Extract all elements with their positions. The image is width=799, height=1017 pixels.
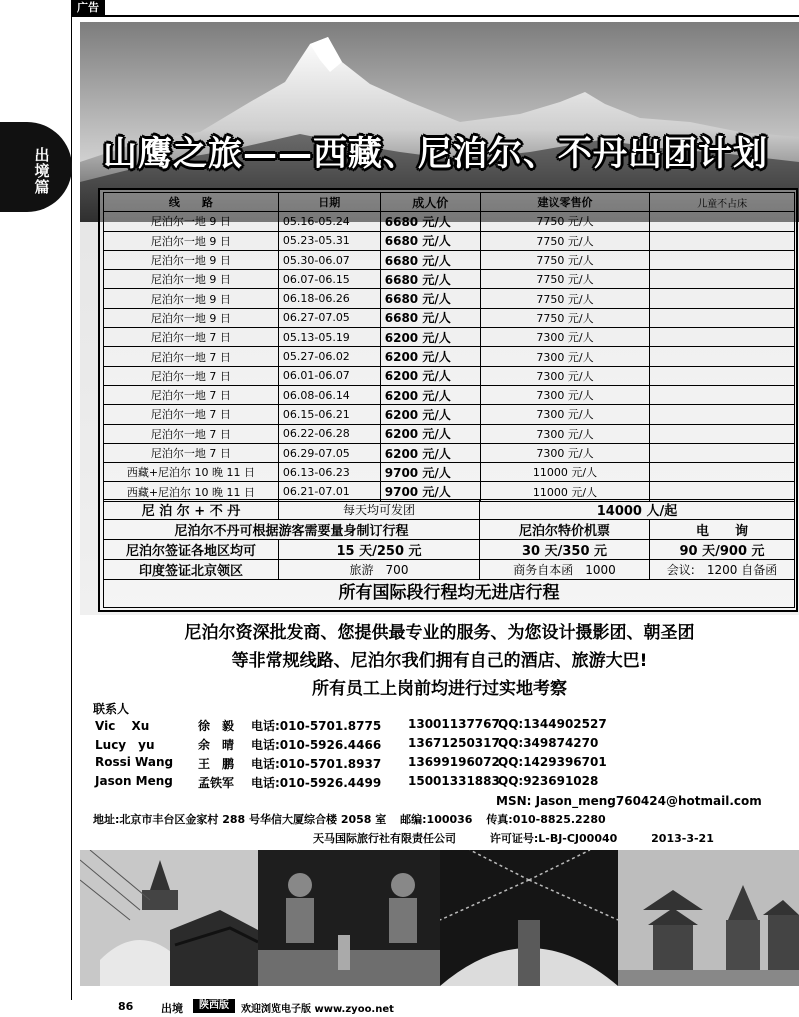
section-tab-char: 篇 — [34, 178, 50, 196]
child-price — [650, 405, 795, 424]
india-visa-business: 商务自本函 1000 — [480, 560, 650, 580]
route-name: 尼泊尔一地 9 日 — [104, 231, 279, 250]
contact-tel: 电话:010-5926.4499 — [251, 776, 382, 790]
retail-price: 7750 元/人 — [480, 231, 650, 250]
retail-price: 7750 元/人 — [480, 250, 650, 269]
call-inquiry: 电 询 — [650, 520, 795, 540]
header-retail-price: 建议零售价 — [480, 193, 650, 212]
header-date: 日期 — [278, 193, 380, 212]
route-name: 尼泊尔一地 7 日 — [104, 443, 279, 462]
retail-price: 7750 元/人 — [480, 289, 650, 308]
address: 地址:北京市丰台区金家村 288 号华信大厦综合楼 2058 室 — [93, 813, 387, 826]
table-row — [104, 231, 795, 250]
adult-price: 6200 元/人 — [380, 385, 480, 404]
route-name: 尼泊尔一地 7 日 — [104, 366, 279, 385]
contact-en: Lucy yu — [95, 738, 155, 752]
adult-price: 6200 元/人 — [380, 443, 480, 462]
route-date: 05.27-06.02 — [278, 347, 380, 366]
retail-price: 7300 元/人 — [480, 424, 650, 443]
license-number: 许可证号:L-BJ-CJ00040 — [489, 832, 618, 845]
contact-cn: 孟铁军 — [198, 776, 235, 790]
table-row — [104, 212, 795, 231]
route-name: 尼泊尔一地 9 日 — [104, 250, 279, 269]
route-date: 06.07-06.15 — [278, 270, 380, 289]
table-header-row — [104, 193, 795, 212]
adult-price: 6200 元/人 — [380, 424, 480, 443]
section-tab-char: 出 — [34, 146, 50, 164]
route-name: 尼泊尔一地 7 日 — [104, 328, 279, 347]
visa-15-days: 15 天/250 元 — [279, 540, 480, 560]
contact-mobile: 15001331883 — [408, 774, 500, 788]
address-line — [93, 811, 616, 827]
ad-tag: 广告 — [71, 0, 105, 15]
contact-tel: 电话:010-5701.8775 — [251, 719, 382, 733]
contact-mobile: 13001137767 — [408, 717, 500, 731]
company-line — [313, 830, 744, 846]
contact-cn: 王 鹏 — [198, 757, 235, 771]
promo-line: 尼泊尔资深批发商、您提供最专业的服务、为您设计摄影团、朝圣团 — [184, 623, 695, 643]
retail-price: 7750 元/人 — [480, 212, 650, 231]
route-name: 尼泊尔一地 7 日 — [104, 405, 279, 424]
route-date: 06.13-06.23 — [278, 463, 380, 482]
table-row — [104, 308, 795, 327]
route-name: 尼泊尔一地 9 日 — [104, 212, 279, 231]
table-row — [104, 443, 795, 462]
adult-price: 6680 元/人 — [380, 270, 480, 289]
route-date: 05.13-05.19 — [278, 328, 380, 347]
retail-price: 7300 元/人 — [480, 366, 650, 385]
promo-line: 等非常规线路、尼泊尔我们拥有自己的酒店、旅游大巴! — [231, 651, 648, 671]
retail-price: 11000 元/人 — [480, 482, 650, 501]
adult-price: 6680 元/人 — [380, 212, 480, 231]
route-date: 06.22-06.28 — [278, 424, 380, 443]
adult-price: 6680 元/人 — [380, 308, 480, 327]
website-link[interactable]: 欢迎浏览电子版 www.zyoo.net — [241, 1004, 394, 1015]
route-name: 尼泊尔一地 9 日 — [104, 270, 279, 289]
route-date: 06.08-06.14 — [278, 385, 380, 404]
retail-price: 7300 元/人 — [480, 347, 650, 366]
retail-price: 7300 元/人 — [480, 385, 650, 404]
table-row — [104, 463, 795, 482]
route-name: 西藏+尼泊尔 10 晚 11 日 — [104, 463, 279, 482]
child-price — [650, 289, 795, 308]
route-date: 05.16-05.24 — [278, 212, 380, 231]
route-name: 尼泊尔一地 9 日 — [104, 289, 279, 308]
visa-30-days: 30 天/350 元 — [480, 540, 650, 560]
bhutan-price: 14000 人/起 — [480, 500, 795, 520]
nepal-visa: 尼泊尔签证各地区均可 — [104, 540, 279, 560]
india-visa: 印度签证北京领区 — [104, 560, 279, 580]
poster-title: 山鹰之旅——西藏、尼泊尔、不丹出团计划 — [103, 134, 768, 174]
route-date: 05.30-06.07 — [278, 250, 380, 269]
top-rule — [71, 15, 799, 17]
child-price — [650, 250, 795, 269]
section-tab-char: 境 — [34, 162, 50, 180]
magazine-name: 出境 — [161, 1002, 183, 1015]
table-row — [104, 270, 795, 289]
contact-qq: QQ:923691028 — [498, 774, 599, 788]
child-price — [650, 308, 795, 327]
photo-temple-statues — [258, 850, 440, 986]
table-row — [104, 289, 795, 308]
table-row — [104, 424, 795, 443]
contact-header: 联系人 — [93, 702, 130, 716]
child-price — [650, 231, 795, 250]
india-visa-tourist: 旅游 700 — [279, 560, 480, 580]
adult-price: 6680 元/人 — [380, 250, 480, 269]
child-price — [650, 212, 795, 231]
contact-tel: 电话:010-5701.8937 — [251, 757, 382, 771]
retail-price: 11000 元/人 — [480, 463, 650, 482]
table-row — [104, 366, 795, 385]
visa-90-days: 90 天/900 元 — [650, 540, 795, 560]
route-date: 05.23-05.31 — [278, 231, 380, 250]
route-date: 06.27-07.05 — [278, 308, 380, 327]
header-child-no-bed: 儿童不占床 — [650, 193, 795, 212]
bhutan-departure: 每天均可发团 — [279, 500, 480, 520]
contact-qq: QQ:349874270 — [498, 736, 599, 750]
adult-price: 9700 元/人 — [380, 463, 480, 482]
route-name: 尼泊尔一地 7 日 — [104, 424, 279, 443]
route-date: 06.29-07.05 — [278, 443, 380, 462]
adult-price: 6680 元/人 — [380, 231, 480, 250]
company-name: 天马国际旅行社有限责任公司 — [313, 832, 456, 845]
photo-prayer-flags — [440, 850, 618, 986]
child-price — [650, 347, 795, 366]
promo-line: 所有员工上岗前均进行过实地考察 — [312, 679, 567, 699]
child-price — [650, 424, 795, 443]
contact-mobile: 13699196072 — [408, 755, 500, 769]
adult-price: 6200 元/人 — [380, 405, 480, 424]
contact-mobile: 13671250317 — [408, 736, 500, 750]
retail-price: 7750 元/人 — [480, 308, 650, 327]
contact-cn: 徐 毅 — [198, 719, 235, 733]
retail-price: 7300 元/人 — [480, 443, 650, 462]
contact-qq: QQ:1344902527 — [498, 717, 607, 731]
route-date: 06.21-07.01 — [278, 482, 380, 501]
photo-stupa — [80, 850, 258, 986]
contact-en: Vic Xu — [95, 719, 150, 733]
contact-en: Rossi Wang — [95, 755, 174, 769]
edition-badge: 陕西版 — [193, 999, 235, 1013]
india-visa-conference: 会议: 1200 自备函 — [650, 560, 795, 580]
publish-date: 2013-3-21 — [651, 832, 714, 845]
adult-price: 6200 元/人 — [380, 328, 480, 347]
route-name: 尼泊尔一地 9 日 — [104, 308, 279, 327]
child-price — [650, 366, 795, 385]
photo-pagodas — [618, 850, 799, 986]
contact-cn: 余 晴 — [198, 738, 235, 752]
route-name: 尼泊尔一地 7 日 — [104, 385, 279, 404]
retail-price: 7300 元/人 — [480, 405, 650, 424]
route-date: 06.18-06.26 — [278, 289, 380, 308]
child-price — [650, 463, 795, 482]
table-row — [104, 250, 795, 269]
adult-price: 9700 元/人 — [380, 482, 480, 501]
table-row — [104, 385, 795, 404]
contact-tel: 电话:010-5926.4466 — [251, 738, 382, 752]
route-date: 06.01-06.07 — [278, 366, 380, 385]
child-price — [650, 270, 795, 289]
route-name: 尼泊尔一地 7 日 — [104, 347, 279, 366]
child-price — [650, 443, 795, 462]
air-ticket: 尼泊尔特价机票 — [480, 520, 650, 540]
route-name: 西藏+尼泊尔 10 晚 11 日 — [104, 482, 279, 501]
table-row — [104, 347, 795, 366]
custom-itinerary: 尼泊尔不丹可根据游客需要量身制订行程 — [104, 520, 480, 540]
postcode: 邮编:100036 — [400, 813, 473, 826]
child-price — [650, 385, 795, 404]
header-adult-price: 成人价 — [380, 193, 480, 212]
fax: 传真:010-8825.2280 — [486, 813, 606, 826]
adult-price: 6200 元/人 — [380, 347, 480, 366]
adult-price: 6200 元/人 — [380, 366, 480, 385]
retail-price: 7300 元/人 — [480, 328, 650, 347]
retail-price: 7750 元/人 — [480, 270, 650, 289]
msn-contact: MSN: Jason_meng760424@hotmail.com — [496, 794, 762, 808]
contact-en: Jason Meng — [95, 774, 173, 788]
route-price-table — [103, 192, 795, 502]
adult-price: 6680 元/人 — [380, 289, 480, 308]
page-number: 86 — [118, 1000, 134, 1013]
section-tab — [0, 122, 72, 212]
table-row — [104, 405, 795, 424]
bhutan-route: 尼 泊 尔 + 不 丹 — [104, 500, 279, 520]
table-row — [104, 328, 795, 347]
child-price — [650, 328, 795, 347]
header-route: 线 路 — [104, 193, 279, 212]
contact-qq: QQ:1429396701 — [498, 755, 607, 769]
extra-info-table — [103, 499, 795, 580]
photo-strip — [80, 850, 799, 986]
no-shopping-note: 所有国际段行程均无进店行程 — [103, 578, 795, 608]
route-date: 06.15-06.21 — [278, 405, 380, 424]
